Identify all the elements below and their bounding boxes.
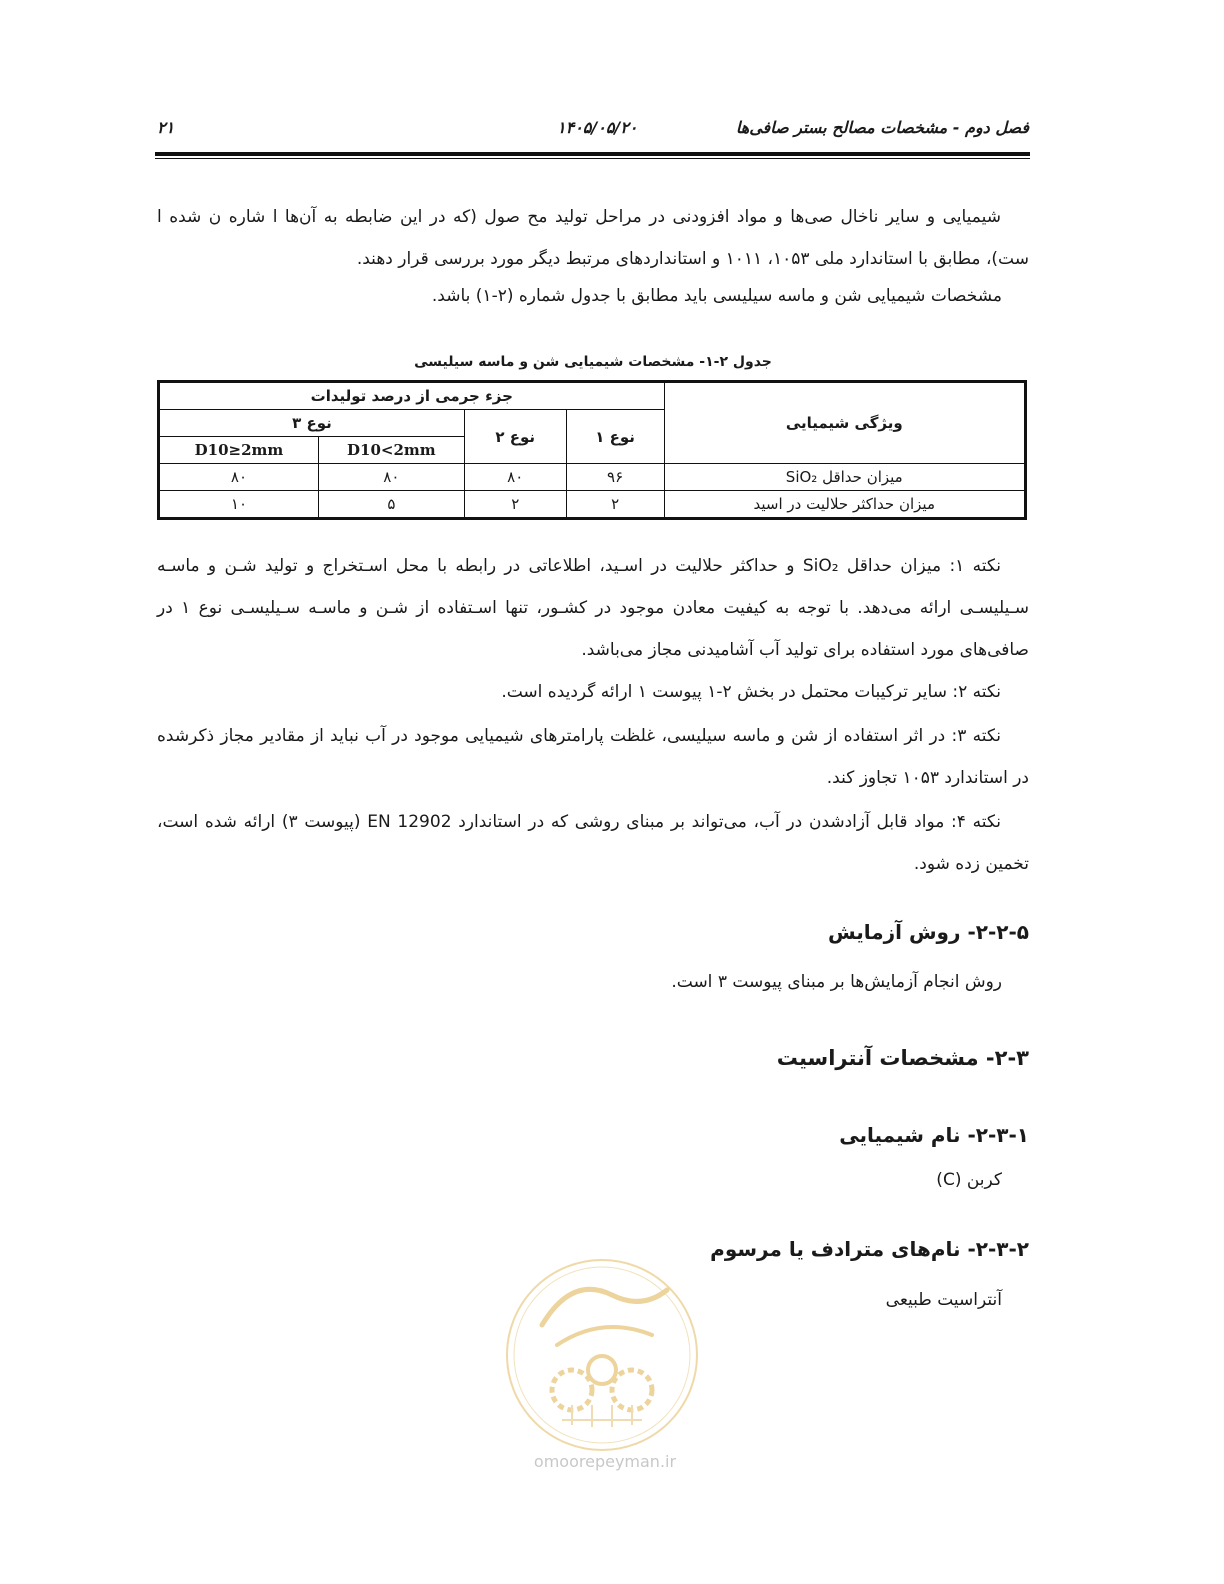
header-property: ویژگی شیمیایی: [664, 382, 1025, 464]
table-caption: جدول ۲-۱- مشخصات شیمیایی شن و ماسه سیلیسی: [414, 354, 772, 370]
header-type3: نوع ۳: [159, 410, 465, 437]
header-type2: نوع ۲: [464, 410, 566, 464]
cell-d10-lt: ۵: [318, 491, 464, 519]
header-rule-thick: [155, 152, 1030, 156]
note-4: نکته ۴: مواد قابل آزادشدن در آب، می‌تواند بر مبنای روشی که در استاندارد EN 12902 (پیوست ۳) ارائه شده است، تخمین زده شود.: [157, 812, 1029, 874]
heading-anthracite: ۲-۳- مشخصات آنتراسیت: [776, 1046, 1029, 1070]
heading-test-method: ۲-۲-۵- روش آزمایش: [827, 920, 1029, 944]
test-method-text: روش انجام آزمایش‌ها بر مبنای پیوست ۳ است.: [671, 972, 1002, 992]
note-1: نکته ۱: میزان حداقل SiO₂ و حداکثر حلالیت در اسـید، اطلاعاتی در رابطه با محل اسـتخراج و تولید شـن و ماسـه سـیلیسـی ارائه می‌دهد. با توجه به کیفیت معادن موجود در کشـور، تنها اسـتفاده از شـن و ماسـه سـیلیسـی نوع ۱ در صافی‌های مورد استفاده برای تولید آب آشامیدنی مجاز می‌باشد.: [157, 556, 1030, 660]
chemical-name-text: کربن (C): [936, 1170, 1002, 1190]
cell-type2: ۲: [464, 491, 566, 519]
cell-d10-ge: ۱۰: [159, 491, 319, 519]
header-d10-lt: D10<2mm: [318, 437, 464, 464]
cell-type2: ۸۰: [464, 464, 566, 491]
intro-paragraph: شیمیایی و سایر ناخال صی‌ها و مواد افزودنی در مراحل تولید مح صول (که در این ضابطه به آن‌ها ا شاره ن شده ا ست)، مطابق با استاندارد ملی ۱۰۵۳، ۱۰۱۱ و استانداردهای مرتبط دیگر مورد بررسی قرار دهند.: [157, 207, 1029, 269]
header-d10-ge: D10≥2mm: [159, 437, 319, 464]
header-rule-thin: [155, 158, 1030, 159]
cell-d10-lt: ۸۰: [318, 464, 464, 491]
table-reference-line: مشخصات شیمیایی شن و ماسه سیلیسی باید مطابق با جدول شماره (۲-۱) باشد.: [431, 286, 1002, 306]
table-row: [159, 464, 1026, 491]
cell-type1: ۹۶: [566, 464, 664, 491]
cell-d10-ge: ۸۰: [159, 464, 319, 491]
header-date: ۱۴۰۵/۰۵/۲۰: [557, 118, 638, 137]
watermark-seal-icon: [502, 1255, 702, 1455]
heading-chemical-name: ۲-۳-۱- نام شیمیایی: [839, 1123, 1029, 1147]
header-mass-fraction: جزء جرمی از درصد تولیدات: [159, 382, 665, 410]
chapter-title: فصل دوم - مشخصات مصالح بستر صافی‌ها: [735, 118, 1029, 137]
table-header-row: [159, 382, 1026, 410]
synonyms-text: آنتراسیت طبیعی: [885, 1290, 1002, 1310]
page-header: [157, 118, 1029, 144]
table-row: [159, 491, 1026, 519]
note-3: نکته ۳: در اثر استفاده از شن و ماسه سیلیسی، غلظت پارامترهای شیمیایی موجود در آب نباید از مقادیر مجاز ذکرشده در استاندارد ۱۰۵۳ تجاوز کند.: [157, 726, 1029, 788]
chemical-spec-table: [157, 380, 1027, 520]
page-number: ۲۱: [157, 118, 175, 137]
watermark-site: omoorepeyman.ir: [533, 1452, 677, 1471]
cell-property: میزان حداقل SiO₂: [664, 464, 1025, 491]
note-2: نکته ۲: سایر ترکیبات محتمل در بخش ۲-۱ پیوست ۱ ارائه گردیده است.: [501, 682, 1001, 702]
cell-type1: ۲: [566, 491, 664, 519]
cell-property: میزان حداکثر حلالیت در اسید: [664, 491, 1025, 519]
heading-synonyms: ۲-۳-۲- نام‌های مترادف یا مرسوم: [710, 1237, 1029, 1261]
header-type1: نوع ۱: [566, 410, 664, 464]
